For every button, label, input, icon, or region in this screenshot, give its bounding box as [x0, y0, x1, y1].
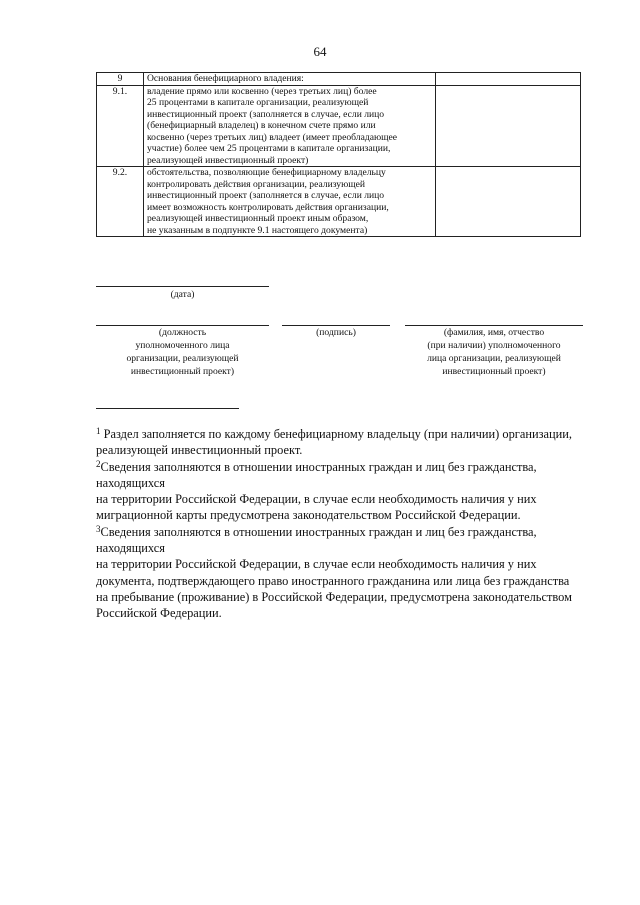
name-label-line: (при наличии) уполномоченного	[427, 340, 561, 351]
footnote-line: на территории Российской Федерации, в случае если необходимость наличия у них	[96, 557, 537, 572]
position-label	[96, 326, 269, 378]
date-label: (дата)	[170, 289, 195, 300]
name-label	[405, 326, 583, 378]
footnote-mark: 1	[96, 426, 101, 436]
row-text-line: обстоятельства, позволяющие бенефициарному владельцу	[147, 167, 386, 178]
position-label-line: организации, реализующей	[126, 353, 239, 364]
footnote-mark: 3	[96, 523, 101, 534]
footnote-line: миграционной карты предусмотрена законодательством Российской Федерации.	[96, 508, 521, 523]
empty-cell[interactable]	[436, 167, 581, 237]
table-row	[97, 73, 581, 86]
footnote-line: реализующей инвестиционный проект.	[96, 443, 303, 458]
row-text-line: не указанным в подпункте 9.1 настоящего документа)	[147, 224, 368, 236]
table-row	[97, 85, 581, 167]
row-text-line: (бенефициарный владелец) в конечном счете прямо или	[147, 120, 376, 131]
footnote	[96, 524, 586, 622]
row-number: 9.2.	[97, 167, 144, 237]
footnote	[96, 426, 586, 459]
row-text-line: имеет возможность контролировать действия организации,	[147, 201, 389, 213]
footnote-line: на пребывание (проживание) в Российской Федерации, предусмотрена законодательством	[96, 589, 572, 604]
table-row	[97, 167, 581, 237]
position-label-line: (должность	[158, 327, 207, 338]
row-number: 9	[97, 73, 144, 86]
footnote-line: Сведения заполняются в отношении иностранных граждан и лиц без гражданства,	[100, 459, 537, 474]
name-label-line: лица организации, реализующей	[427, 353, 561, 364]
name-label-line: (фамилия, имя, отчество	[443, 327, 545, 338]
name-label-line: инвестиционный проект)	[442, 366, 546, 377]
footnote	[96, 459, 586, 524]
empty-cell[interactable]	[436, 85, 581, 167]
footnote-separator	[96, 408, 239, 409]
footnote-line: Российской Федерации.	[96, 606, 222, 621]
date-line	[96, 286, 269, 287]
footnote-line: на территории Российской Федерации, в случае если необходимость наличия у них	[96, 492, 537, 507]
row-text-line: реализующей инвестиционный проект)	[147, 154, 309, 166]
row-text-line: 25 процентами в капитале организации, реализующей	[147, 97, 369, 108]
footnotes	[96, 426, 586, 622]
row-number: 9.1.	[97, 85, 144, 167]
row-text	[144, 73, 436, 86]
position-label-line: уполномоченного лица	[135, 340, 230, 351]
row-text-line: инвестиционный проект (заполняется в случае, если лицо	[147, 108, 385, 120]
row-text-line: владение прямо или косвенно (через третьих лиц) более	[147, 85, 377, 97]
row-text	[144, 85, 436, 167]
footnote-line: Сведения заполняются в отношении иностранных граждан и лиц без гражданства,	[100, 524, 537, 539]
position-label-line: инвестиционный проект)	[130, 366, 235, 377]
signature-label: (подпись)	[316, 327, 356, 338]
footnote-line: находящихся	[96, 475, 165, 490]
row-text-line: контролировать действия организации, реализующей	[147, 178, 366, 190]
empty-cell[interactable]	[436, 73, 581, 86]
row-text-line: реализующей инвестиционный проект иным образом,	[147, 213, 369, 224]
beneficiary-table	[96, 72, 581, 237]
footnote-line: Раздел заполняется по каждому бенефициарному владельцу (при наличии) организации,	[103, 427, 573, 441]
row-text-line: инвестиционный проект (заполняется в случае, если лицо	[147, 190, 385, 201]
row-text-line: Основания бенефициарного владения:	[147, 73, 304, 84]
footnote-line: находящихся	[96, 541, 165, 556]
row-text	[144, 167, 436, 237]
page-number: 64	[313, 44, 327, 59]
row-text-line: участие) более чем 25 процентами в капитале организации,	[147, 143, 391, 154]
row-text-line: косвенно (через третьих лиц) владеет (имеет преобладающее	[147, 131, 398, 143]
footnote-line: документа, подтверждающего право иностранного гражданина или лица без гражданства	[96, 573, 570, 588]
footnote-mark: 2	[96, 458, 101, 469]
